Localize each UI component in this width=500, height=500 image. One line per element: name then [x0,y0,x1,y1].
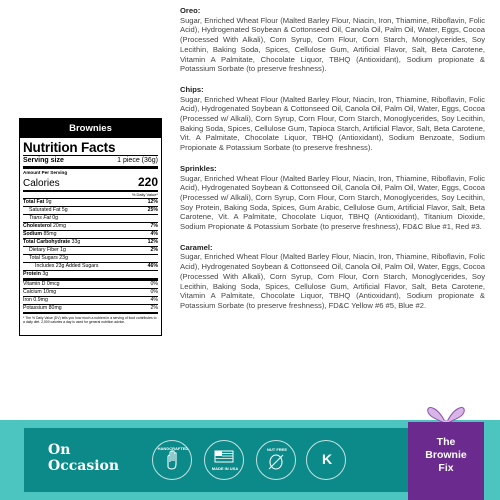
calories-row: Calories 220 [23,174,158,189]
product-name: Brownies [20,119,161,138]
kosher-icon: K [321,451,333,467]
ingredient-section-sprinkles: Sprinkles: Sugar, Enriched Wheat Flour (Malted Barley Flour, Niacin, Iron, Thiamine, Riboflavin, Folic Acid), Hydrogenated Soybean & Cottonseed Oil, Canola Oil, Palm Oil, Water, Eggs, Cocoa (Processed w/ Alkali), Corn Syrup, Corn Flour, Corn Starch, Monoglycerides, Soy Lecithin, Soy Protein, Baking Soda, Spices, Gum Arabic, Cellulose Gum, Artificial Flavor, Salt, Beta Carotene, Vit. A Palmitate, Chocolate Liquor, TBHQ (Antioxidant), Titanium Dioxide, Sodium Propionate & Potassium Sorbate (to preserve freshness), FD&C Blue #1, Red #3. [180,163,485,232]
nutrient-row: Trans Fat 0g [29,214,59,221]
vitamin-row: Potassium 80mg 2% [23,304,158,311]
usa-flag-icon [204,440,244,480]
ingredient-section-oreo: Oreo: Sugar, Enriched Wheat Flour (Malted Barley Flour, Niacin, Iron, Thiamine, Riboflavin, Folic Acid), Hydrogenated Soybean & Cottonseed Oil, Canola Oil, Palm Oil, Water, Eggs, Cocoa (Processed With Alkali), Corn Syrup, Corn Flour, Corn Starch, Monoglycerides, Soy Lecithin, Baking Soda, Spices, Cellulose Gum, Artificial Flavor, Salt, Beta Carotene, Vitamin A Palmitate, Chocolate Liquor, TBHQ (Antioxidant), Sodium propionate & Potassium Sorbate (to preserve freshness). [180,6,485,74]
nutrition-facts-label [19,118,162,336]
amount-per-serving: Amount Per Serving [23,170,68,175]
daily-value-header: % Daily Value* [131,191,158,197]
kosher-badge [306,440,346,480]
vitamin-row: Vitamin D 0mcg 0% [23,280,158,287]
nutrient-row: Cholesterol 20mg 7% [23,222,158,229]
banner-panel [24,428,448,492]
nutrient-row: Total Carbohydrate 33g 12% [23,238,158,245]
daily-value-footnote: * The % Daily Value (DV) tells you how much a nutrient in a serving of food contributes to a daily diet. 2,000 calories a day is used for general nutrition advice. [23,315,157,324]
brownie-fix-logo [408,398,484,500]
vitamin-row: Iron 0.9mg 4% [23,296,158,303]
vitamin-row: Calcium 10mg 0% [23,288,158,295]
gift-box: The Brownie Fix [408,422,484,500]
nutrient-row: Protein 3g [23,270,49,277]
serving-size-row: Serving size 1 piece (36g) [23,157,158,164]
hand-icon [152,440,192,480]
ingredients-list [180,6,485,322]
nutrient-row: Sodium 85mg 4% [23,230,158,237]
nutrient-row: Total Sugars 23g [29,254,68,261]
handcrafted-badge: HANDCRAFTED [152,440,192,480]
nutrient-row: Dietary Fiber 1g 2% [29,246,158,253]
ingredient-section-caramel: Caramel: Sugar, Enriched Wheat Flour (Malted Barley Flour, Niacin, Iron, Thiamine, Riboflavin, Folic Acid), Hydrogenated Soybean & Cottonseed Oil, Canola Oil, Palm Oil, Water, Eggs, Cocoa (Processed With Alkali), Corn Syrup, Corn Flour, Corn Starch, Monoglycerides, Soy Lecithin, Baking Soda, Spices, Cellulose Gum, Artificial Flavor, Salt, Beta Carotene, Vitamin A Palmitate, Chocolate Liquor, TBHQ (Antioxidant), Sodium propionate & Potassium Sorbate (to preserve freshness), FD&C Yellow #6 #5, Blue #2. [180,242,485,310]
nut-free-badge: NUT FREE [256,440,296,480]
nutrition-facts-title: Nutrition Facts [23,140,116,155]
nutrient-row: Total Fat 9g 12% [23,198,158,205]
nut-free-icon [256,440,296,480]
on-occasion-line1: On [48,442,71,458]
ingredient-section-chips: Chips: Sugar, Enriched Wheat Flour (Malted Barley Flour, Niacin, Iron, Thiamine, Riboflavin, Folic Acid), Hydrogenated Soybean & Cottonseed Oil, Canola Oil, Palm Oil, Water, Eggs, Cocoa (Processed w/ Alkali), Corn Syrup, Corn Flour, Corn Starch, Monoglycerides, Soy Lecithin, Baking Soda, Spices, Cellulose Gum, Tapioca Starch, Artificial Flavor, Salt, Beta Carotene, Vit. A Palmitate, Chocolate Liquor, TBHQ (Antioxidant), Sodium Benzoate, Sodium Propionate & Potassium Sorbate (to preserve freshness). [180,84,485,153]
on-occasion-line2: Occasion [48,458,120,474]
made-in-usa-badge: MADE IN USA [204,440,244,480]
nutrient-row: Includes 23g Added Sugars 46% [35,262,158,269]
nutrient-row: Saturated Fat 5g 25% [29,206,158,213]
